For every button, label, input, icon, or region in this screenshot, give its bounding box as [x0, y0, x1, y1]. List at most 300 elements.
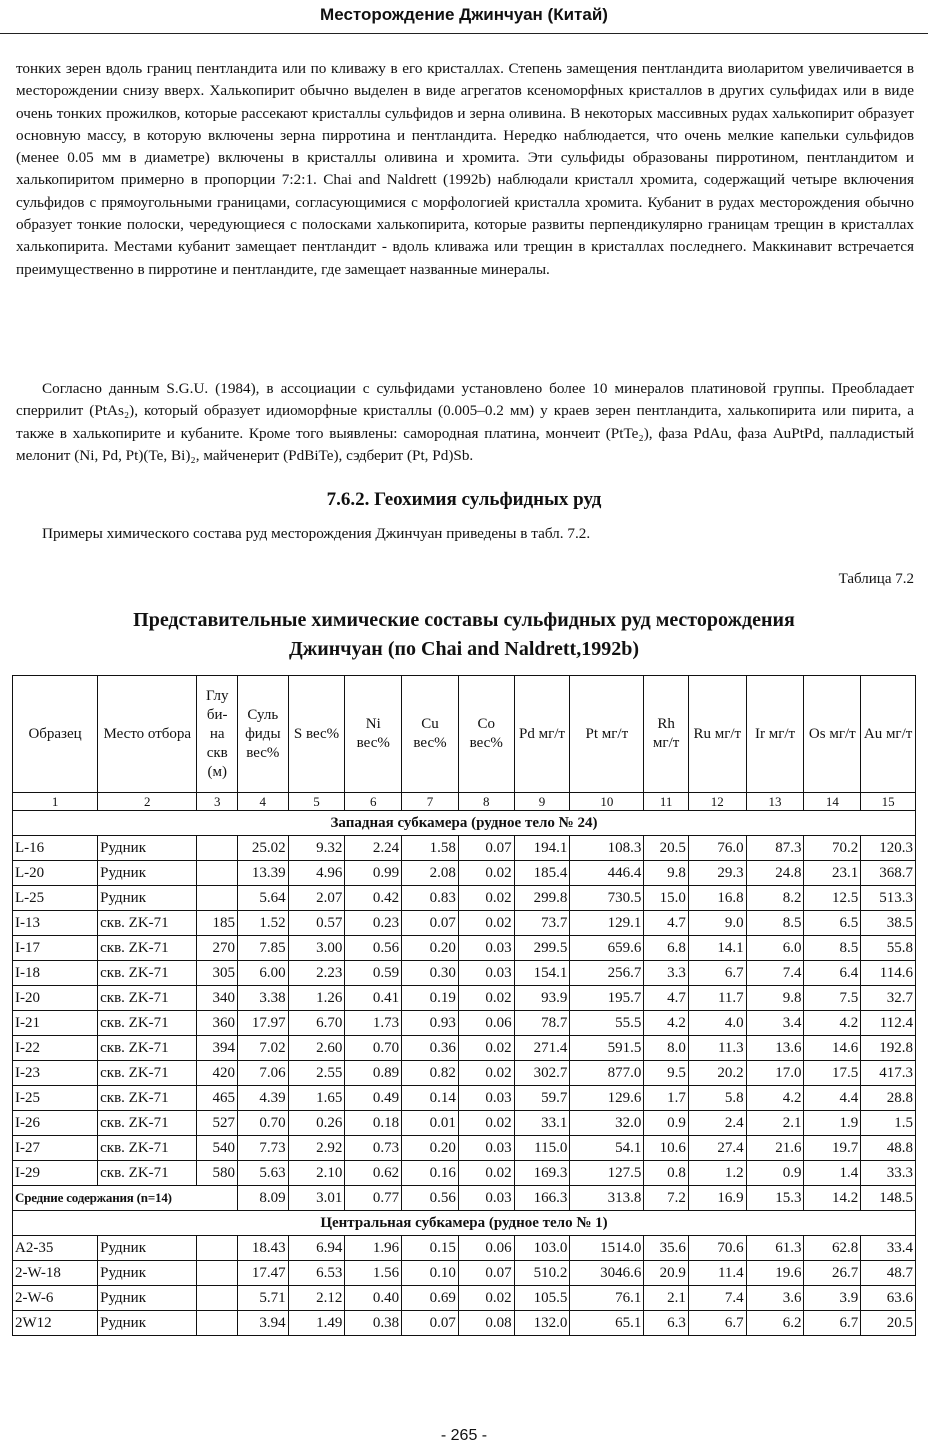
table-cell: 0.82: [402, 1061, 459, 1086]
table-cell: 2.92: [288, 1136, 345, 1161]
table-cell: 154.1: [514, 961, 570, 986]
column-header: Ru мг/т: [688, 676, 746, 793]
column-header: Суль фиды вес%: [237, 676, 288, 793]
table-cell: A2-35: [13, 1236, 98, 1261]
column-number: 8: [458, 793, 514, 811]
table-cell: 192.8: [861, 1036, 916, 1061]
table-cell: 580: [197, 1161, 238, 1186]
table-cell: 0.06: [458, 1011, 514, 1036]
table-cell: 0.20: [402, 936, 459, 961]
table-cell: 1.52: [237, 911, 288, 936]
table-cell: 0.93: [402, 1011, 459, 1036]
column-number: 6: [345, 793, 402, 811]
table-cell: 0.20: [402, 1136, 459, 1161]
table-cell: [197, 1311, 238, 1336]
table-cell: 20.5: [644, 836, 689, 861]
table-cell: 2.55: [288, 1061, 345, 1086]
table-cell: 76.1: [570, 1286, 644, 1311]
column-header: Место отбора: [98, 676, 197, 793]
table-cell: скв. ZK-71: [98, 1011, 197, 1036]
table-cell: 129.1: [570, 911, 644, 936]
table-cell: Рудник: [98, 1286, 197, 1311]
table-cell: 8.5: [804, 936, 861, 961]
table-cell: [197, 836, 238, 861]
table-cell: 7.02: [237, 1036, 288, 1061]
column-number: 11: [644, 793, 689, 811]
table-cell: I-27: [13, 1136, 98, 1161]
table-cell: 1.5: [861, 1111, 916, 1136]
table-cell: 9.8: [746, 986, 804, 1011]
table-cell: 877.0: [570, 1061, 644, 1086]
table-cell: 0.03: [458, 936, 514, 961]
table-cell: I-26: [13, 1111, 98, 1136]
table-cell: 5.64: [237, 886, 288, 911]
table-row: [13, 1086, 916, 1111]
table-cell: 271.4: [514, 1036, 570, 1061]
table-cell: 340: [197, 986, 238, 1011]
table-cell: 2-W-18: [13, 1261, 98, 1286]
table-cell: 0.62: [345, 1161, 402, 1186]
table-cell: Рудник: [98, 886, 197, 911]
table-cell: 33.4: [861, 1236, 916, 1261]
table-cell: 0.03: [458, 1086, 514, 1111]
column-number: 9: [514, 793, 570, 811]
table-cell: 7.06: [237, 1061, 288, 1086]
table-cell: 93.9: [514, 986, 570, 1011]
table-cell: 0.40: [345, 1286, 402, 1311]
column-number: 15: [861, 793, 916, 811]
table-cell: 2.24: [345, 836, 402, 861]
table-cell: 1.58: [402, 836, 459, 861]
table-cell: 0.42: [345, 886, 402, 911]
table-cell: Рудник: [98, 1311, 197, 1336]
table-cell: 659.6: [570, 936, 644, 961]
table-cell: 129.6: [570, 1086, 644, 1111]
table-cell: 2.08: [402, 861, 459, 886]
table-cell: 17.0: [746, 1061, 804, 1086]
table-cell: 0.02: [458, 861, 514, 886]
column-header: Образец: [13, 676, 98, 793]
table-cell: 1.73: [345, 1011, 402, 1036]
table-cell: 0.03: [458, 1136, 514, 1161]
table-cell: 14.1: [688, 936, 746, 961]
table-row: [13, 936, 916, 961]
table-cell: 112.4: [861, 1011, 916, 1036]
column-number: 7: [402, 793, 459, 811]
table-cell: 540: [197, 1136, 238, 1161]
table-cell: 20.2: [688, 1061, 746, 1086]
table-cell: 2W12: [13, 1311, 98, 1336]
table-cell: 0.77: [345, 1186, 402, 1211]
table-cell: 6.94: [288, 1236, 345, 1261]
table-cell: 115.0: [514, 1136, 570, 1161]
table-cell: скв. ZK-71: [98, 1036, 197, 1061]
table-cell: 0.26: [288, 1111, 345, 1136]
table-cell: [197, 861, 238, 886]
table-cell: 7.85: [237, 936, 288, 961]
table-cell: 32.0: [570, 1111, 644, 1136]
table-cell: 5.8: [688, 1086, 746, 1111]
table-cell: 10.6: [644, 1136, 689, 1161]
table-cell: 6.3: [644, 1311, 689, 1336]
table-cell: 108.3: [570, 836, 644, 861]
table-cell: скв. ZK-71: [98, 1061, 197, 1086]
table-cell: 0.14: [402, 1086, 459, 1111]
table-cell: 1.65: [288, 1086, 345, 1111]
table-cell: 32.7: [861, 986, 916, 1011]
column-header: Os мг/т: [804, 676, 861, 793]
table-cell: 302.7: [514, 1061, 570, 1086]
table-cell: 8.0: [644, 1036, 689, 1061]
table-cell: 13.39: [237, 861, 288, 886]
table-cell: 0.07: [402, 1311, 459, 1336]
table-cell: 0.70: [237, 1111, 288, 1136]
table-cell: 1.4: [804, 1161, 861, 1186]
column-number: 5: [288, 793, 345, 811]
table-cell: 0.56: [402, 1186, 459, 1211]
table-cell: 0.16: [402, 1161, 459, 1186]
table-cell: 1.9: [804, 1111, 861, 1136]
table-cell: 6.00: [237, 961, 288, 986]
table-cell: 16.8: [688, 886, 746, 911]
table-cell: 1.2: [688, 1161, 746, 1186]
table-row: [13, 861, 916, 886]
table-cell: 0.38: [345, 1311, 402, 1336]
average-label: Средние содержания (n=14): [13, 1186, 238, 1211]
table-cell: 0.03: [458, 1186, 514, 1211]
table-cell: скв. ZK-71: [98, 911, 197, 936]
table-cell: 3.01: [288, 1186, 345, 1211]
table-cell: [197, 1286, 238, 1311]
table-cell: [197, 1261, 238, 1286]
table-row: [13, 986, 916, 1011]
table-cell: 394: [197, 1036, 238, 1061]
body-paragraph-1: тонких зерен вдоль границ пентландита или по кливажу в его кристаллах. Степень замещения пентландита виоларитом увеличивается в месторождении снизу вверх. Халькопирит обычно выделен в виде агрегатов ксеноморфных кристаллов в других сульфидах или в виде очень тонких прожилков, которые рассекают кристаллы сульфидов и зерна оливина. В некоторых массивных рудах халькопирит образует основную массу, в которую включены зерна пирротина и пентландита. Нередко наблюдается, что очень мелкие капельки сульфидов (менее 0.05 мм в диаметре) включены в кристаллы оливина и хромита. Эти сульфиды образованы пирротином, пентландитом и халькопиритом примерно в пропорции 7:2:1. Chai and Naldrett (1992b) наблюдали кристалл хромита, содержащий четыре включения сульфидов с прямоугольными границами, согласующимися с морфологией кристалла хромита. Кубанит в рудах месторождения обычно образует тонкие полоски, чередующиеся с полосками халькопирита, которые развиты перпендикулярно границам трещин в кристаллах халькопирита. Местами кубанит замещает пентландит - вдоль кливажа или трещин в кристаллах последнего. Маккинавит встречается преимущественно в пирротине и пентландите, где замещает названные минералы.: [16, 60, 914, 278]
column-number: 4: [237, 793, 288, 811]
table-cell: 127.5: [570, 1161, 644, 1186]
table-cell: 2.23: [288, 961, 345, 986]
table-cell: 0.18: [345, 1111, 402, 1136]
running-head: Месторождение Джинчуан (Китай): [0, 0, 928, 34]
table-cell: 19.7: [804, 1136, 861, 1161]
table-cell: скв. ZK-71: [98, 936, 197, 961]
table-cell: 313.8: [570, 1186, 644, 1211]
table-cell: 14.6: [804, 1036, 861, 1061]
table-intro: Примеры химического состава руд месторождения Джинчуан приведены в табл. 7.2.: [42, 525, 591, 542]
table-row: [13, 836, 916, 861]
section-header-row: [13, 1211, 916, 1236]
table-cell: 0.19: [402, 986, 459, 1011]
table-cell: 1514.0: [570, 1236, 644, 1261]
table-cell: 194.1: [514, 836, 570, 861]
table-cell: I-18: [13, 961, 98, 986]
table-cell: L-20: [13, 861, 98, 886]
table-cell: 446.4: [570, 861, 644, 886]
table-cell: 78.7: [514, 1011, 570, 1036]
table-cell: 9.5: [644, 1061, 689, 1086]
table-cell: 7.5: [804, 986, 861, 1011]
table-cell: L-25: [13, 886, 98, 911]
table-cell: 8.5: [746, 911, 804, 936]
table-row: [13, 1236, 916, 1261]
table-cell: 3.4: [746, 1011, 804, 1036]
table-cell: 7.2: [644, 1186, 689, 1211]
table-cell: 3.00: [288, 936, 345, 961]
average-row: [13, 1186, 916, 1211]
table-row: [13, 1161, 916, 1186]
table-cell: 1.56: [345, 1261, 402, 1286]
table-cell: 0.99: [345, 861, 402, 886]
table-cell: 0.70: [345, 1036, 402, 1061]
composition-table: [12, 675, 916, 1336]
table-title-line-1: Представительные химические составы сульфидных руд месторождения: [133, 609, 795, 631]
section-title-cell: Центральная субкамера (рудное тело № 1): [13, 1211, 916, 1236]
table-cell: 6.0: [746, 936, 804, 961]
table-cell: 114.6: [861, 961, 916, 986]
table-cell: 0.57: [288, 911, 345, 936]
column-number: 10: [570, 793, 644, 811]
table-cell: скв. ZK-71: [98, 1136, 197, 1161]
table-cell: 510.2: [514, 1261, 570, 1286]
table-cell: 21.6: [746, 1136, 804, 1161]
table-cell: 527: [197, 1111, 238, 1136]
table-cell: 368.7: [861, 861, 916, 886]
table-row: [13, 1136, 916, 1161]
table-cell: 0.02: [458, 1161, 514, 1186]
table-cell: скв. ZK-71: [98, 986, 197, 1011]
table-cell: 9.32: [288, 836, 345, 861]
table-cell: 195.7: [570, 986, 644, 1011]
table-cell: 13.6: [746, 1036, 804, 1061]
table-title: [0, 606, 928, 664]
table-cell: L-16: [13, 836, 98, 861]
table-cell: 17.97: [237, 1011, 288, 1036]
table-cell: 0.08: [458, 1311, 514, 1336]
table-cell: 65.1: [570, 1311, 644, 1336]
table-cell: 4.39: [237, 1086, 288, 1111]
table-cell: 4.7: [644, 911, 689, 936]
table-cell: 23.1: [804, 861, 861, 886]
column-number: 13: [746, 793, 804, 811]
table-cell: 2.4: [688, 1111, 746, 1136]
table-cell: 0.9: [746, 1161, 804, 1186]
table-cell: I-23: [13, 1061, 98, 1086]
table-cell: 11.3: [688, 1036, 746, 1061]
table-cell: 0.15: [402, 1236, 459, 1261]
table-cell: 0.02: [458, 911, 514, 936]
table-row: [13, 1111, 916, 1136]
table-cell: 38.5: [861, 911, 916, 936]
column-number: 14: [804, 793, 861, 811]
table-cell: 29.3: [688, 861, 746, 886]
table-cell: 0.59: [345, 961, 402, 986]
table-cell: 33.1: [514, 1111, 570, 1136]
table-cell: 8.09: [237, 1186, 288, 1211]
table-row: [13, 1311, 916, 1336]
table-cell: 35.6: [644, 1236, 689, 1261]
table-cell: 0.9: [644, 1111, 689, 1136]
table-cell: 4.2: [746, 1086, 804, 1111]
column-number: 1: [13, 793, 98, 811]
table-cell: I-17: [13, 936, 98, 961]
table-cell: 0.73: [345, 1136, 402, 1161]
table-cell: 3.9: [804, 1286, 861, 1311]
table-cell: 17.5: [804, 1061, 861, 1086]
table-cell: Рудник: [98, 1261, 197, 1286]
table-cell: 20.5: [861, 1311, 916, 1336]
column-number: 3: [197, 793, 238, 811]
table-cell: 6.70: [288, 1011, 345, 1036]
table-cell: 105.5: [514, 1286, 570, 1311]
table-cell: 14.2: [804, 1186, 861, 1211]
table-cell: 70.2: [804, 836, 861, 861]
table-row: [13, 961, 916, 986]
table-cell: 4.2: [644, 1011, 689, 1036]
table-cell: 2.1: [644, 1286, 689, 1311]
table-cell: 54.1: [570, 1136, 644, 1161]
table-cell: 513.3: [861, 886, 916, 911]
table-cell: 4.96: [288, 861, 345, 886]
table-cell: 730.5: [570, 886, 644, 911]
table-title-line-2: Джинчуан (по Chai and Naldrett,1992b): [288, 638, 640, 660]
table-cell: 148.5: [861, 1186, 916, 1211]
table-cell: 0.89: [345, 1061, 402, 1086]
table-cell: 5.71: [237, 1286, 288, 1311]
table-cell: 185.4: [514, 861, 570, 886]
table-cell: 62.8: [804, 1236, 861, 1261]
column-number: 2: [98, 793, 197, 811]
table-cell: скв. ZK-71: [98, 1111, 197, 1136]
column-number-row: [13, 793, 916, 811]
table-cell: 12.5: [804, 886, 861, 911]
table-cell: 1.7: [644, 1086, 689, 1111]
table-cell: Рудник: [98, 1236, 197, 1261]
table-cell: 0.41: [345, 986, 402, 1011]
table-cell: I-29: [13, 1161, 98, 1186]
table-cell: 17.47: [237, 1261, 288, 1286]
table-cell: 6.2: [746, 1311, 804, 1336]
table-cell: 132.0: [514, 1311, 570, 1336]
table-cell: 9.0: [688, 911, 746, 936]
table-cell: 4.7: [644, 986, 689, 1011]
table-cell: 6.5: [804, 911, 861, 936]
table-cell: 6.7: [688, 961, 746, 986]
table-cell: 1.96: [345, 1236, 402, 1261]
table-cell: 270: [197, 936, 238, 961]
table-cell: 59.7: [514, 1086, 570, 1111]
table-cell: 1.26: [288, 986, 345, 1011]
table-cell: 0.07: [458, 1261, 514, 1286]
body-paragraph-2: Согласно данным S.G.U. (1984), в ассоциации с сульфидами установлено более 10 минералов платиновой группы. Преобладает сперрилит (PtAs₂), который образует идиоморфные кристаллы (0.005–0.2 мм) у краев зерен пентландита, халькопирита или пирита, а также в халькопирите и кубаните. Кроме того выявлены: самородная платина, мончеит (PtTe₂), фаза PdAu, фаза AuPtPd, палладистый мелонит (Ni, Pd, Pt)(Te, Bi)₂, майченерит (PdBiTe), сэдберит (Pt, Pd)Sb.: [16, 380, 914, 464]
table-cell: 0.10: [402, 1261, 459, 1286]
table-cell: I-25: [13, 1086, 98, 1111]
table-row: [13, 1011, 916, 1036]
table-cell: 26.7: [804, 1261, 861, 1286]
table-cell: 0.56: [345, 936, 402, 961]
table-row: [13, 1061, 916, 1086]
table-cell: 6.7: [688, 1311, 746, 1336]
table-cell: 6.8: [644, 936, 689, 961]
table-cell: 0.02: [458, 886, 514, 911]
table-cell: 8.2: [746, 886, 804, 911]
column-header: Ni вес%: [345, 676, 402, 793]
table-cell: 3046.6: [570, 1261, 644, 1286]
table-cell: 3.3: [644, 961, 689, 986]
table-cell: 299.8: [514, 886, 570, 911]
table-cell: 0.07: [458, 836, 514, 861]
table-cell: 4.4: [804, 1086, 861, 1111]
section-header-row: [13, 811, 916, 836]
table-cell: 0.02: [458, 1111, 514, 1136]
table-cell: 0.02: [458, 1286, 514, 1311]
table-cell: 61.3: [746, 1236, 804, 1261]
table-cell: скв. ZK-71: [98, 1086, 197, 1111]
table-cell: 0.83: [402, 886, 459, 911]
table-cell: 48.8: [861, 1136, 916, 1161]
table-cell: 305: [197, 961, 238, 986]
table-cell: 3.94: [237, 1311, 288, 1336]
table-cell: 0.02: [458, 986, 514, 1011]
table-cell: 103.0: [514, 1236, 570, 1261]
table-cell: 6.7: [804, 1311, 861, 1336]
table-cell: скв. ZK-71: [98, 1161, 197, 1186]
table-cell: 5.63: [237, 1161, 288, 1186]
table-cell: 63.6: [861, 1286, 916, 1311]
table-cell: 0.02: [458, 1036, 514, 1061]
table-cell: 0.07: [402, 911, 459, 936]
table-cell: 6.53: [288, 1261, 345, 1286]
table-cell: 3.38: [237, 986, 288, 1011]
column-header: Au мг/т: [861, 676, 916, 793]
table-cell: Рудник: [98, 836, 197, 861]
table-cell: 299.5: [514, 936, 570, 961]
table-cell: 2.60: [288, 1036, 345, 1061]
table-cell: 4.2: [804, 1011, 861, 1036]
table-cell: 256.7: [570, 961, 644, 986]
table-cell: 0.49: [345, 1086, 402, 1111]
table-row: [13, 1036, 916, 1061]
table-cell: I-13: [13, 911, 98, 936]
table-header-row: [13, 676, 916, 793]
table-cell: 360: [197, 1011, 238, 1036]
table-cell: 4.0: [688, 1011, 746, 1036]
table-cell: 15.0: [644, 886, 689, 911]
table-cell: 420: [197, 1061, 238, 1086]
table-cell: 0.36: [402, 1036, 459, 1061]
table-label: Таблица 7.2: [838, 571, 914, 587]
table-cell: [197, 1236, 238, 1261]
column-header: Rh мг/т: [644, 676, 689, 793]
table-cell: 2.1: [746, 1111, 804, 1136]
column-header: S вес%: [288, 676, 345, 793]
table-cell: 169.3: [514, 1161, 570, 1186]
table-cell: 3.6: [746, 1286, 804, 1311]
section-title: 7.6.2. Геохимия сульфидных руд: [326, 489, 602, 510]
table-cell: скв. ZK-71: [98, 961, 197, 986]
table-cell: 0.30: [402, 961, 459, 986]
table-cell: 0.69: [402, 1286, 459, 1311]
table-row: [13, 1261, 916, 1286]
table-cell: 70.6: [688, 1236, 746, 1261]
table-cell: 0.8: [644, 1161, 689, 1186]
table-cell: 25.02: [237, 836, 288, 861]
table-cell: 9.8: [644, 861, 689, 886]
table-cell: 76.0: [688, 836, 746, 861]
table-cell: [197, 886, 238, 911]
table-cell: 48.7: [861, 1261, 916, 1286]
column-header: Pt мг/т: [570, 676, 644, 793]
table-row: [13, 911, 916, 936]
